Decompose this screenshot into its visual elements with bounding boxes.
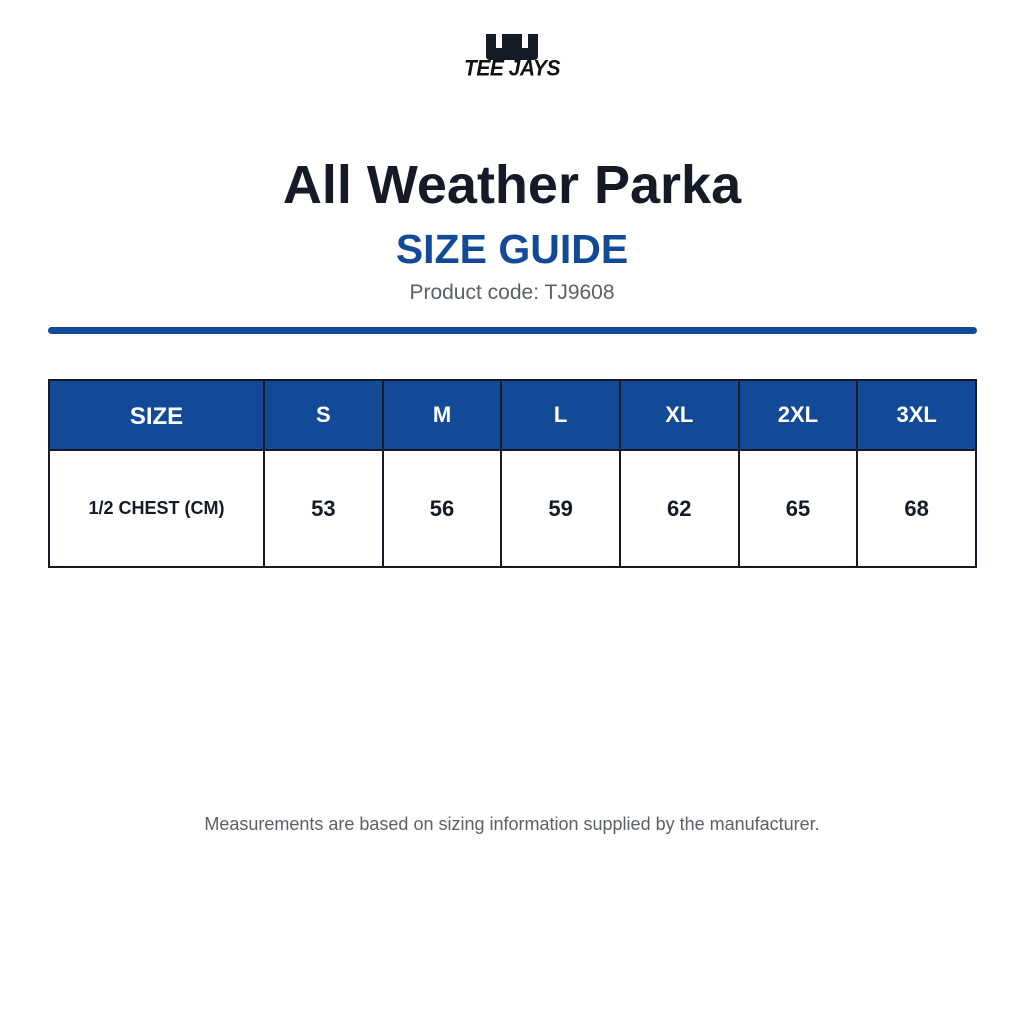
header-cell-3xl: 3XL (857, 380, 976, 450)
cell-chest-s: 53 (264, 450, 383, 567)
size-table (48, 379, 977, 568)
cell-chest-xl: 62 (620, 450, 739, 567)
logo-wordmark: TEE JAYS (464, 56, 560, 81)
table-row (49, 450, 976, 567)
product-code: Product code: TJ9608 (409, 281, 615, 304)
header-divider (48, 327, 977, 334)
tee-jays-logo (452, 32, 572, 84)
page-subtitle: SIZE GUIDE (395, 226, 629, 272)
footnote: Measurements are based on sizing information supplied by the manufacturer. (204, 814, 820, 834)
cell-chest-2xl: 65 (739, 450, 858, 567)
header-cell-m: M (383, 380, 502, 450)
cell-chest-l: 59 (501, 450, 620, 567)
cell-chest-3xl: 68 (857, 450, 976, 567)
row-label-chest: 1/2 CHEST (CM) (49, 450, 264, 567)
table-header-row (49, 380, 976, 450)
page-title: All Weather Parka (282, 155, 742, 215)
header-cell-size: SIZE (49, 380, 264, 450)
header-cell-s: S (264, 380, 383, 450)
cell-chest-m: 56 (383, 450, 502, 567)
header-cell-2xl: 2XL (739, 380, 858, 450)
header-cell-xl: XL (620, 380, 739, 450)
header-cell-l: L (501, 380, 620, 450)
